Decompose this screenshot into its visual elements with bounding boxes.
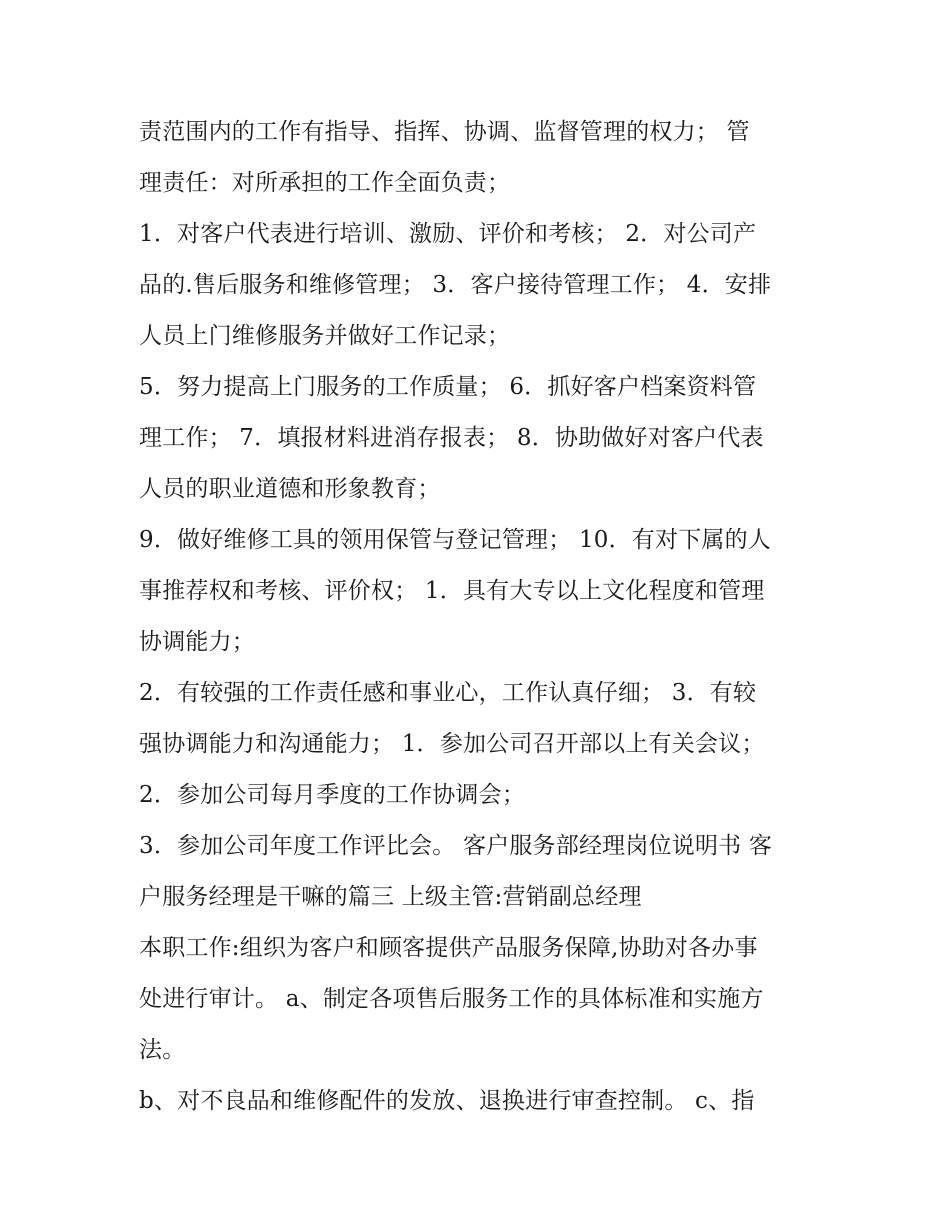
text-line: 本职工作:组织为客户和顾客提供产品服务保障,协助对各办事 [139,935,758,961]
text-line: 协调能力； [139,629,255,655]
text-line: 责范围内的工作有指导、指挥、协调、监督管理的权力； 管 [139,119,750,145]
text-line: 2．参加公司每月季度的工作协调会； [139,782,526,808]
text-line: 5．努力提高上门服务的工作质量； 6．抓好客户档案资料管 [139,374,757,400]
text-line: 品的.售后服务和维修管理； 3．客户接待管理工作； 4．安排 [139,272,772,298]
text-line: 强协调能力和沟通能力； 1．参加公司召开部以上有关会议； [139,731,765,757]
text-line: b、对不良品和维修配件的发放、退换进行审查控制。 c、指 [139,1088,755,1114]
text-line: 事推荐权和考核、评价权； 1．具有大专以上文化程度和管理 [139,578,765,604]
text-line: 2．有较强的工作责任感和事业心，工作认真仔细； 3．有较 [139,680,757,706]
text-line: 户服务经理是干嘛的篇三 上级主管:营销副总经理 [139,884,642,910]
text-line: 3．参加公司年度工作评比会。 客户服务部经理岗位说明书 客 [139,833,773,859]
text-line: 1．对客户代表进行培训、激励、评价和考核； 2．对公司产 [139,221,757,247]
text-line: 理工作； 7．填报材料进消存报表； 8．协助做好对客户代表 [139,425,764,451]
text-line: 法。 [139,1037,186,1063]
text-line: 人员的职业道德和形象教育； [139,476,441,502]
text-line: 9．做好维修工具的领用保管与登记管理； 10．有对下属的人 [139,527,772,553]
text-line: 人员上门维修服务并做好工作记录； [139,323,511,349]
text-line: 处进行审计。 a、制定各项售后服务工作的具体标准和实施方 [139,986,764,1012]
document-body [139,107,819,1127]
text-line: 理责任：对所承担的工作全面负责； [139,170,511,196]
